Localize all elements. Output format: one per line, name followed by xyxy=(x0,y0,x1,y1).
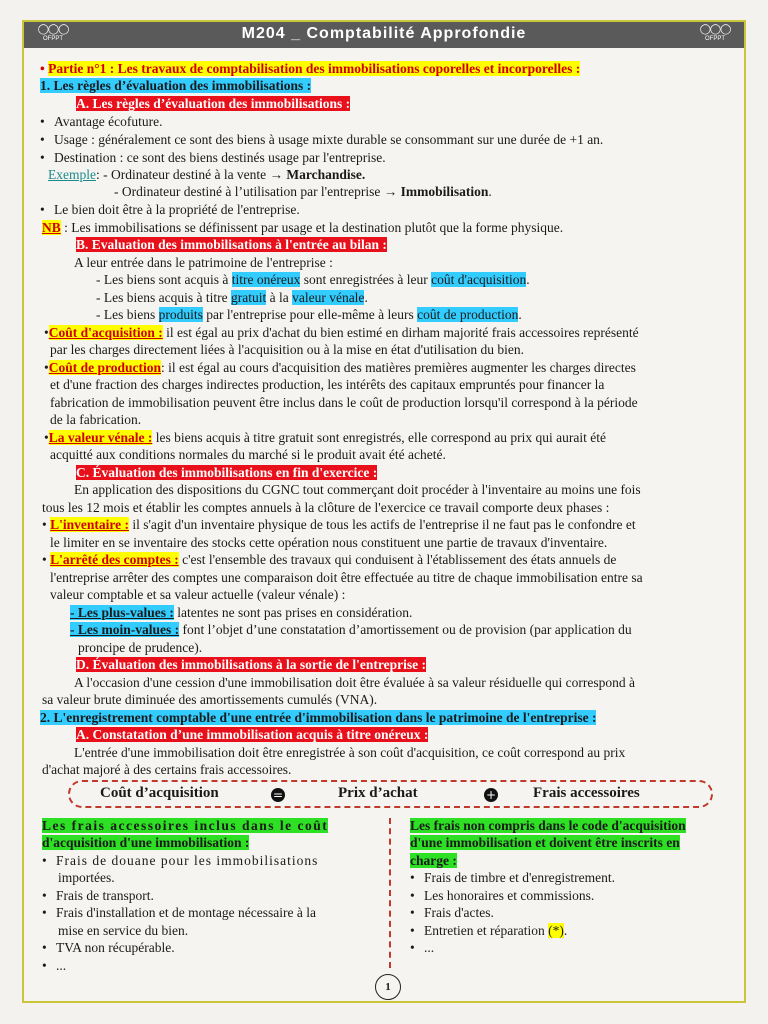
list-item: • TVA non récupérable. xyxy=(42,940,175,955)
section-2-subsection-a-title: A. Constatation d’une immobilisation acquis à titre onéreux : xyxy=(76,727,429,742)
subsection-c-title: C. Évaluation des immobilisations en fin d'exercice : xyxy=(76,465,378,480)
definition-valeur-venale: •La valeur vénale : les biens acquis à titre gratuit sont enregistrés, elle correspond au prix qui aurait été xyxy=(44,430,606,445)
logo-text: OFPPT xyxy=(704,36,725,42)
paragraph: de la fabrication. xyxy=(50,412,142,427)
moins-values-line: - Les moin-values : font l’objet d’une constatation d’amortissement ou de provision (par application du xyxy=(70,622,632,637)
example-label: Exemple xyxy=(48,167,96,182)
page-header xyxy=(24,22,744,48)
logo-rings-icon: ◯◯◯ xyxy=(699,24,731,35)
list-item: • Frais de transport. xyxy=(42,888,154,903)
paragraph: En application des dispositions du CGNC tout commerçant doit procéder à l'inventaire au moins une fois xyxy=(74,482,641,497)
section-2-title: 2. L'enregistrement comptable d'une entrée d'immobilisation dans le patrimoine de l'entreprise : xyxy=(40,710,597,725)
paragraph: A leur entrée dans le patrimoine de l'entreprise : xyxy=(74,255,333,270)
definition-cout-acquisition: •Coût d'acquisition : il est égal au prix d'achat du bien estimé en dirham majorité frais accessoires représenté xyxy=(44,325,639,340)
definition-inventaire: • L'inventaire : il s'agit d'un inventaire physique de tous les actifs de l'entreprise il ne faut pas le confondre et xyxy=(42,517,636,532)
nb-label: NB xyxy=(42,220,61,235)
example-line-1: Exemple: - Ordinateur destiné à la vente → Marchandise. xyxy=(48,167,366,182)
list-item: • Avantage écofuture. xyxy=(40,114,163,129)
subsection-a-title: A. Les règles d’évaluation des immobilisations : xyxy=(76,96,351,111)
definition-cout-production: •Coût de production: il est égal au cours d'acquisition des matières premières augmenter les charges directes xyxy=(44,360,636,375)
list-item: • Usage : généralement ce sont des biens à usage mixte durable se consommant sur une durée de +1 an. xyxy=(40,132,604,147)
paragraph: L'entrée d'une immobilisation doit être enregistrée à son coût d'acquisition, ce coût correspond au prix xyxy=(74,745,626,760)
formula-prix-achat: Prix d’achat xyxy=(338,785,418,801)
paragraph: l'entreprise arrêter des comptes une comparaison doit être effectuée au titre de chaque immobilisation entre sa xyxy=(50,570,643,585)
partie-title: Partie n°1 : Les travaux de comptabilisation des immobilisations coporelles et incorporelles : xyxy=(48,61,581,76)
left-column-title: Les frais accessoires inclus dans le coût xyxy=(42,818,329,833)
example-line-2: - Ordinateur destiné à l’utilisation par l'entreprise → Immobilisation. xyxy=(114,184,492,199)
list-item: • Entretien et réparation (*). xyxy=(410,923,568,938)
paragraph: sa valeur brute diminuée des amortissements cumulés (VNA). xyxy=(42,692,378,707)
list-item: - Les biens produits par l'entreprise pour elle-même à leurs coût de production. xyxy=(96,307,522,322)
list-item: • Frais d'installation et de montage nécessaire à la xyxy=(42,905,316,920)
paragraph: et d'une fraction des charges indirectes production, les intérêts des capitaux empruntés pour financer la xyxy=(50,377,605,392)
left-column-title-2: d'acquisition d'une immobilisation : xyxy=(42,835,250,850)
paragraph: acquitté aux conditions normales du marché si le produit avait été acheté. xyxy=(50,447,446,462)
plus-values-line: - Les plus-values : latentes ne sont pas prises en considération. xyxy=(70,605,413,620)
list-item: • Les honoraires et commissions. xyxy=(410,888,595,903)
right-column-title-2: d'une immobilisation et doivent être inscrits en xyxy=(410,835,680,850)
formula-box xyxy=(68,780,713,808)
paragraph: proncipe de prudence). xyxy=(78,640,203,655)
paragraph: le limiter en se inventaire des stocks cette opération nous constituent une partie de travaux d'inventaire. xyxy=(50,535,608,550)
list-item: - Les biens sont acquis à titre onéreux sont enregistrées à leur coût d'acquisition. xyxy=(96,272,530,287)
logo-text: OFPPT xyxy=(42,36,63,42)
list-item-cont: importées. xyxy=(58,870,115,885)
logo-rings-icon: ◯◯◯ xyxy=(37,24,69,35)
paragraph: A l'occasion d'une cession d'une immobilisation doit être évaluée à sa valeur résiduelle qui correspond à xyxy=(74,675,636,690)
formula-cout-acquisition: Coût d’acquisition xyxy=(100,785,219,801)
partie-heading: • Partie n°1 : Les travaux de comptabilisation des immobilisations coporelles et incorporelles : xyxy=(40,61,581,76)
plus-icon: + xyxy=(485,788,497,802)
list-item: - Les biens acquis à titre gratuit à la valeur vénale. xyxy=(96,290,368,305)
list-item: • Frais de timbre et d'enregistrement. xyxy=(410,870,615,885)
paragraph: tous les 12 mois et établir les comptes annuels à la clôture de l'exercice ce travail comporte deux phases : xyxy=(42,500,610,515)
list-item: • Frais d'actes. xyxy=(410,905,494,920)
paragraph: par les charges directement liées à l'acquisition ou à la mise en état d'utilisation du bien. xyxy=(50,342,524,357)
list-item: • Destination : ce sont des biens destinés usage par l'entreprise. xyxy=(40,150,386,165)
definition-arrete-comptes: • L'arrêté des comptes : c'est l'ensemble des travaux qui conduisent à l'établissement des états annuels de xyxy=(42,552,617,567)
list-item: • ... xyxy=(410,940,435,955)
paragraph: fabrication de immobilisation peuvent être inclus dans le coût de production lorsqu'il correspond à la période xyxy=(50,395,638,410)
right-column-title-3: charge : xyxy=(410,853,457,868)
subsection-b-title: B. Evaluation des immobilisations à l'entrée au bilan : xyxy=(76,237,387,252)
column-divider xyxy=(389,818,391,968)
paragraph: valeur comptable et sa valeur actuelle (valeur vénale) : xyxy=(50,587,346,602)
paragraph: d'achat majoré à des certains frais accessoires. xyxy=(42,762,292,777)
equals-icon: = xyxy=(272,788,284,802)
list-item: • Frais de douane pour les immobilisations xyxy=(42,853,319,868)
formula-frais-accessoires: Frais accessoires xyxy=(533,785,640,801)
right-column-title: Les frais non compris dans le code d'acquisition xyxy=(410,818,686,833)
ofppt-logo-right xyxy=(696,25,734,45)
list-item: • Le bien doit être à la propriété de l'entreprise. xyxy=(40,202,300,217)
subsection-d-title: D. Évaluation des immobilisations à la sortie de l'entreprise : xyxy=(76,657,426,672)
list-item-cont: mise en service du bien. xyxy=(58,923,189,938)
page-title: M204 _ Comptabilité Approfondie xyxy=(241,25,527,42)
section-1-title: 1. Les règles d’évaluation des immobilisations : xyxy=(40,78,312,93)
page-number: 1 xyxy=(375,974,401,1000)
list-item: • ... xyxy=(42,958,67,973)
nb-note: NB : Les immobilisations se définissent par usage et la destination plutôt que la forme physique. xyxy=(42,220,564,235)
